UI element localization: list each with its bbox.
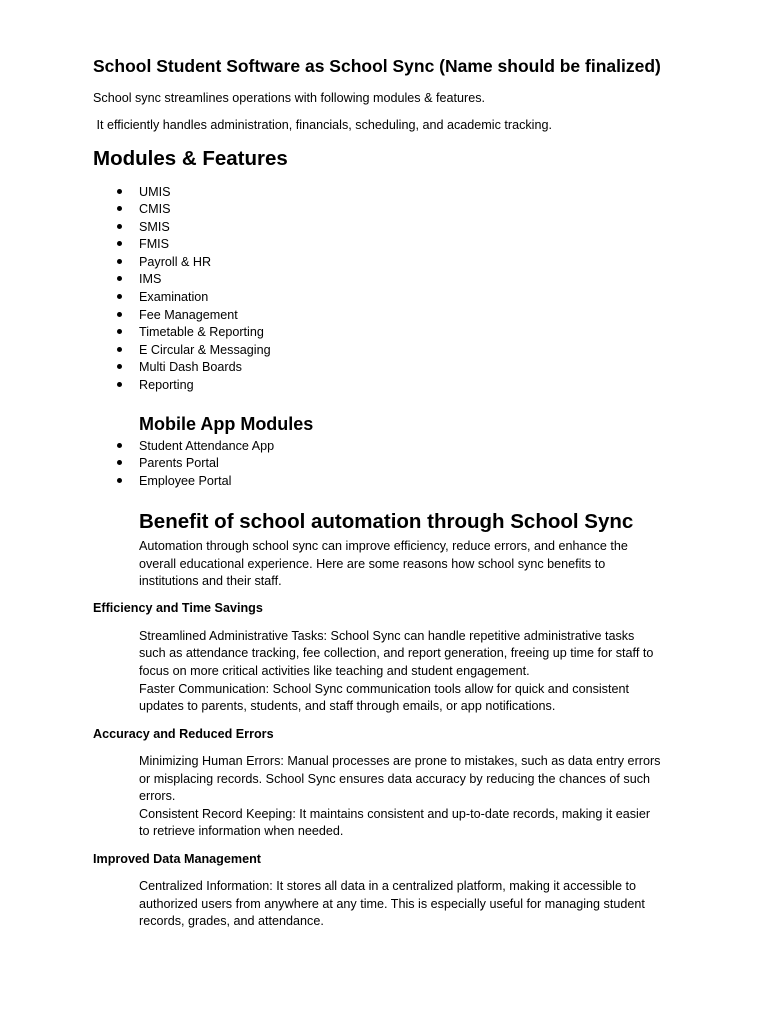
bullet-icon [117,329,122,334]
benefit-line: institutions and their staff. [139,574,282,588]
section-line: Consistent Record Keeping: It maintains consistent and up-to-date records, making it easier [139,807,651,821]
section-line: to retrieve information when needed. [139,824,344,838]
bullet-icon [117,460,122,465]
list-item: IMS [139,272,161,286]
section-line: Faster Communication: School Sync communication tools allow for quick and consistent [139,682,629,696]
document-title: School Student Software as School Sync (Name should be finalized) [93,56,661,76]
section-line: or misplacing records. School Sync ensures data accuracy by reducing the chances of such [139,772,651,786]
list-item: Payroll & HR [139,255,211,269]
bullet-icon [117,478,122,483]
section-heading-data-management: Improved Data Management [93,852,261,866]
bullet-icon [117,224,122,229]
bullet-icon [117,347,122,352]
section-line: records, grades, and attendance. [139,914,324,928]
section-line: errors. [139,789,176,803]
section-line: Streamlined Administrative Tasks: School Sync can handle repetitive administrative tasks [139,629,635,643]
bullet-icon [117,189,122,194]
list-item: Fee Management [139,308,238,322]
bullet-icon [117,206,122,211]
list-item: SMIS [139,220,170,234]
list-item: Multi Dash Boards [139,360,242,374]
intro-paragraph-1: School sync streamlines operations with following modules & features. [93,91,485,105]
bullet-icon [117,382,122,387]
section-line: focus on more critical activities like teaching and student engagement. [139,664,530,678]
list-item: Reporting [139,378,194,392]
list-item: Student Attendance App [139,439,274,453]
list-item: Parents Portal [139,456,219,470]
list-item: UMIS [139,185,170,199]
section-heading-efficiency: Efficiency and Time Savings [93,601,263,615]
bullet-icon [117,259,122,264]
section-line: such as attendance tracking, fee collection, and report generation, freeing up time for staff to [139,646,654,660]
benefit-line: Automation through school sync can improve efficiency, reduce errors, and enhance the [139,539,628,553]
section-heading-accuracy: Accuracy and Reduced Errors [93,727,274,741]
section-line: Centralized Information: It stores all data in a centralized platform, making it accessible to [139,879,636,893]
benefit-heading: Benefit of school automation through School Sync [139,510,634,533]
bullet-icon [117,312,122,317]
bullet-icon [117,241,122,246]
list-item: E Circular & Messaging [139,343,271,357]
section-line: Minimizing Human Errors: Manual processes are prone to mistakes, such as data entry errors [139,754,661,768]
bullet-icon [117,276,122,281]
list-item: Employee Portal [139,474,231,488]
mobile-modules-heading: Mobile App Modules [139,414,314,434]
bullet-icon [117,364,122,369]
section-line: updates to parents, students, and staff through emails, or app notifications. [139,699,556,713]
intro-paragraph-2: It efficiently handles administration, financials, scheduling, and academic tracking. [93,118,552,132]
list-item: FMIS [139,237,169,251]
bullet-icon [117,443,122,448]
section-line: authorized users from anywhere at any time. This is especially useful for managing student [139,897,645,911]
bullet-icon [117,294,122,299]
modules-heading: Modules & Features [93,147,288,170]
list-item: CMIS [139,202,170,216]
benefit-line: overall educational experience. Here are some reasons how school sync benefits to [139,557,606,571]
list-item: Examination [139,290,208,304]
list-item: Timetable & Reporting [139,325,264,339]
